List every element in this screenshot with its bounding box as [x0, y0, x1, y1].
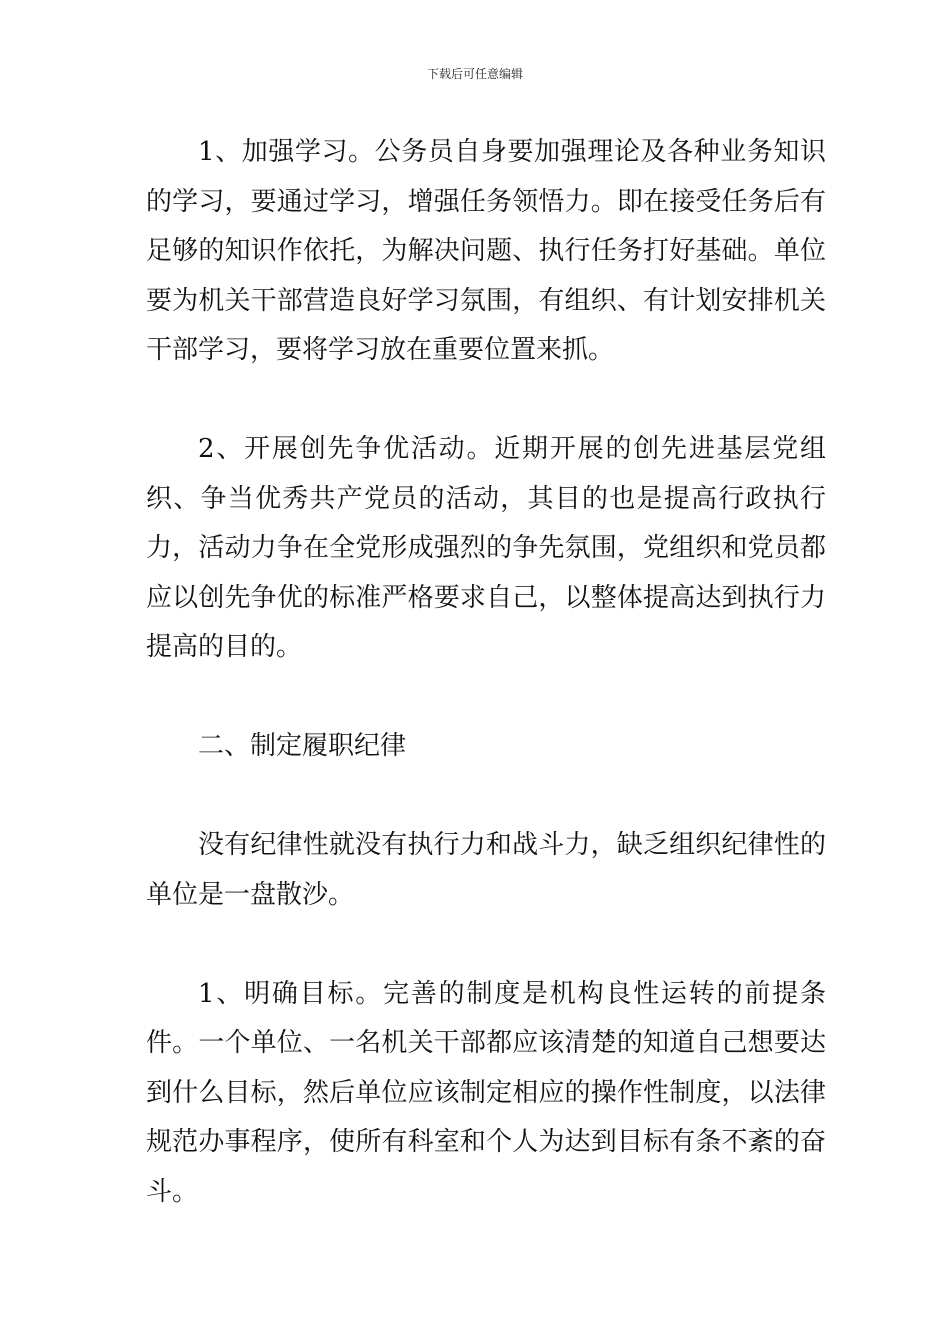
section-heading-discipline: 二、制定履职纪律: [198, 731, 407, 761]
page-header: 下载后可任意编辑: [426, 67, 523, 81]
paragraph-discipline-intro: 没有纪律性就没有执行力和战斗力，缺乏组织纪律性的单位是一盘散沙。: [146, 830, 826, 910]
paragraph-study: 1、加强学习。公务员自身要加强理论及各种业务知识的学习，要通过学习，增强任务领悟力。即在接受任务后有足够的知识作依托，为解决问题、执行任务打好基础。单位要为机关干部营造良好学习氛围，有组织、有计划安排机关干部学习，要将学习放在重要位置来抓。: [146, 137, 826, 365]
document-body: [146, 128, 826, 1217]
paragraph-clear-goals: 1、明确目标。完善的制度是机构良性运转的前提条件。一个单位、一名机关干部都应该清楚的知道自己想要达到什么目标，然后单位应该制定相应的操作性制度，以法律规范办事程序，使所有科室和个人为达到目标有条不紊的奋斗。: [146, 978, 826, 1207]
paragraph-excellence-activity: 2、开展创先争优活动。近期开展的创先进基层党组织、争当优秀共产党员的活动，其目的也是提高行政执行力，活动力争在全党形成强烈的争先氛围，党组织和党员都应以创先争优的标准严格要求自己，以整体提高达到执行力提高的目的。: [146, 434, 826, 662]
